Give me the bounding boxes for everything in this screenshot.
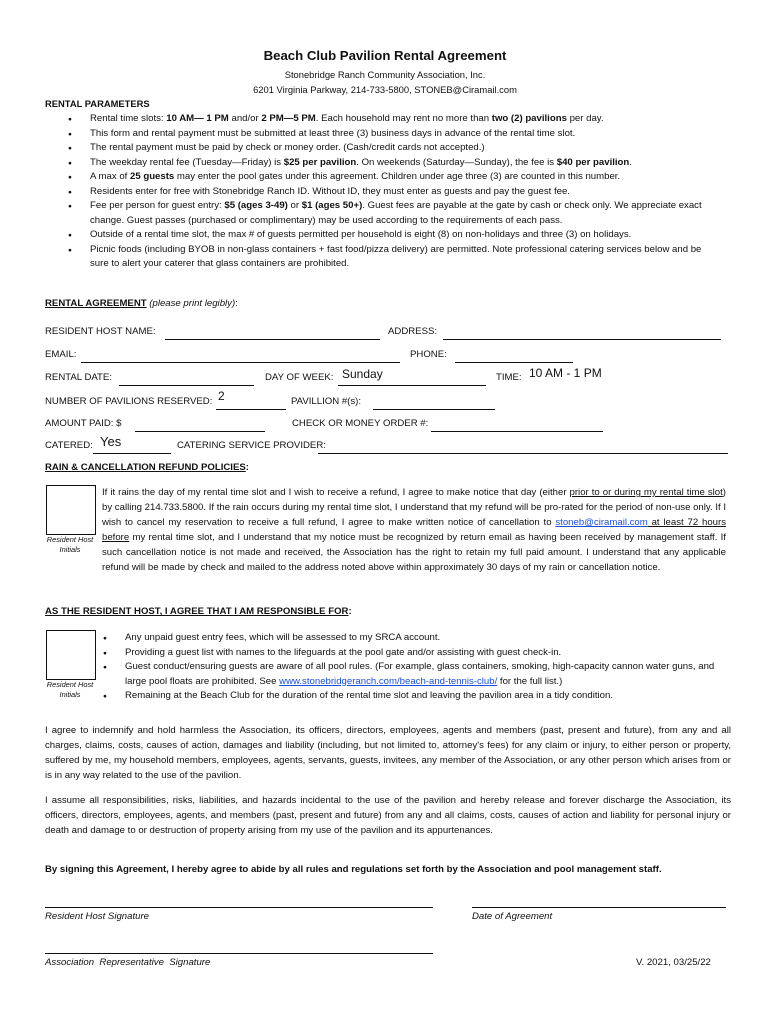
date-of-agreement-label: Date of Agreement <box>472 911 553 922</box>
pavilion-number-label: PAVILLION #(s): <box>291 396 362 407</box>
date-of-agreement-line[interactable] <box>472 907 726 908</box>
list-item: ● Any unpaid guest entry fees, which will be assessed to my SRCA account. <box>103 631 725 646</box>
list-item: ● This form and rental payment must be submitted at least three (3) business days in advance of the rental time slot. <box>68 127 716 142</box>
phone-label: PHONE: <box>410 349 447 360</box>
email-field[interactable] <box>81 362 400 363</box>
rental-date-field[interactable] <box>119 385 254 386</box>
version-label: V. 2021, 03/25/22 <box>636 957 711 968</box>
phone-field[interactable] <box>455 362 573 363</box>
resident-host-field[interactable] <box>165 339 380 340</box>
resident-host-signature-label: Resident Host Signature <box>45 911 149 922</box>
association-rep-signature-line[interactable] <box>45 953 433 954</box>
list-item: ● Residents enter for free with Stonebridge Ranch ID. Without ID, they must enter as guests and pay the guest fee. <box>68 185 716 200</box>
cancellation-email-link[interactable]: stoneb@ciramail.com <box>555 517 648 528</box>
page-title: Beach Club Pavilion Rental Agreement <box>263 48 507 63</box>
list-item: ● Picnic foods (including BYOB in non-glass containers + fast food/pizza delivery) are permitted. Note professional catering services below and be sure to alert your caterer that glass containers are prohibited. <box>68 243 716 272</box>
responsible-initials-box[interactable] <box>46 630 96 680</box>
pavilions-reserved-field[interactable] <box>216 409 286 410</box>
time-value: 10 AM - 1 PM <box>529 366 602 380</box>
rental-agreement-heading: RENTAL AGREEMENT (please print legibly): <box>45 298 238 309</box>
refund-initials-label: Resident Host Initials <box>46 535 94 554</box>
check-number-label: CHECK OR MONEY ORDER #: <box>292 418 429 429</box>
address-field[interactable] <box>443 339 721 340</box>
amount-paid-label: AMOUNT PAID: $ <box>45 418 122 429</box>
responsible-list <box>103 631 725 704</box>
org-contact: 6201 Virginia Parkway, 214-733-5800, STONEB@Ciramail.com <box>253 84 517 95</box>
list-item: ● Outside of a rental time slot, the max # of guests permitted per household is eight (8) on non-holidays and three (3) on holidays. <box>68 228 716 243</box>
assume-paragraph: I assume all responsibilities, risks, liabilities, and hazards incidental to the use of the pavilion and hereby release and forever discharge the Association, its officers, directors, employees, agents, and members (past, present and future) from any and all claims, costs, causes of action and liability for personal injury or death and damage to or destruction of property arising from my use of the pavilion and its appurtenances. <box>45 795 731 836</box>
catering-provider-field[interactable] <box>318 453 728 454</box>
catered-value: Yes <box>100 434 122 449</box>
list-item: ● Rental time slots: 10 AM— 1 PM and/or 2 PM—5 PM. Each household may rent no more than two (2) pavilions per day. <box>68 112 716 127</box>
pavilion-number-field[interactable] <box>373 409 495 410</box>
list-item: ● Fee per person for guest entry: $5 (ages 3-49) or $1 (ages 50+). Guest fees are payable at the gate by cash or check only. We appreciate exact change. Guest passes (purchased or complimentary) may be used according to the requirements of each pass. <box>68 199 716 228</box>
by-signing-statement: By signing this Agreement, I hereby agree to abide by all rules and regulations set forth by the Association and pool management staff. <box>45 864 662 875</box>
responsible-heading: AS THE RESIDENT HOST, I AGREE THAT I AM RESPONSIBLE FOR: <box>45 606 352 617</box>
catering-provider-label: CATERING SERVICE PROVIDER: <box>177 440 326 451</box>
address-label: ADDRESS: <box>388 326 438 337</box>
list-item: ● A max of 25 guests may enter the pool gates under this agreement. Children under age three (3) are counted in this number. <box>68 170 716 185</box>
pool-rules-link[interactable]: www.stonebridgeranch.com/beach-and-tennis-club/ <box>279 675 498 687</box>
responsible-initials-label: Resident Host Initials <box>46 680 94 699</box>
day-of-week-label: DAY OF WEEK: <box>265 372 334 383</box>
org-name: Stonebridge Ranch Community Association, Inc. <box>284 69 486 80</box>
time-label: TIME: <box>496 372 522 383</box>
check-number-field[interactable] <box>431 431 603 432</box>
association-rep-signature-label: Association Representative Signature <box>45 957 211 968</box>
list-item: ● The rental payment must be paid by check or money order. (Cash/credit cards not accepted.) <box>68 141 716 156</box>
refund-initials-box[interactable] <box>46 485 96 535</box>
resident-host-label: RESIDENT HOST NAME: <box>45 326 156 337</box>
catered-field[interactable] <box>93 453 171 454</box>
indemnify-paragraph: I agree to indemnify and hold harmless the Association, its officers, directors, employees, agents and members (past, present and future), from any and all charges, claims, costs, causes of action, damages and liability (including, but not limited to, attorney's fees) for any claim or injury, to either person or property, suffered by me, my household members, employees, agents, servants, guests, invitees, any member of the Association, or any other person which arises from or is in any way related to the use of the pavilion. <box>45 725 731 781</box>
day-of-week-value: Sunday <box>342 367 383 381</box>
resident-host-signature-line[interactable] <box>45 907 433 908</box>
day-of-week-field[interactable] <box>338 385 486 386</box>
email-label: EMAIL: <box>45 349 77 360</box>
rental-parameters-list <box>68 112 716 272</box>
catered-label: CATERED: <box>45 440 93 451</box>
list-item: ● Remaining at the Beach Club for the duration of the rental time slot and leaving the pavilion area in a tidy condition. <box>103 689 725 704</box>
rental-parameters-heading: RENTAL PARAMETERS <box>45 98 150 109</box>
refund-heading: RAIN & CANCELLATION REFUND POLICIES: <box>45 462 249 473</box>
amount-paid-field[interactable] <box>135 431 265 432</box>
rental-date-label: RENTAL DATE: <box>45 372 112 383</box>
pavilions-reserved-value: 2 <box>218 389 225 403</box>
list-item: ● The weekday rental fee (Tuesday—Friday) is $25 per pavilion. On weekends (Saturday—Sunday), the fee is $40 per pavilion. <box>68 156 716 171</box>
list-item: ● Providing a guest list with names to the lifeguards at the pool gate and/or assisting with guest check-in. <box>103 646 725 661</box>
list-item: ● Guest conduct/ensuring guests are aware of all pool rules. (For example, glass containers, smoking, high-capacity cannon water guns, and large pool floats are prohibited. See www.stonebridgeranch.com/beach-and-tennis-club/ for the full list.) <box>103 660 725 689</box>
pavilions-reserved-label: NUMBER OF PAVILIONS RESERVED: <box>45 396 213 407</box>
refund-policy-text: If it rains the day of my rental time slot and I wish to receive a refund, I agree to make notice that day (either prior to or during my rental time slot) by calling 214.733.5800. If the rain occurs during my rental time slot, I understand that my refund will be pro-rated for the period of non-use only. If I wish to cancel my reservation to receive a full refund, I agree to make written notice of cancellation to stoneb@ciramail.com at least 72 hours before my rental time slot, and I understand that my notice must be recognized by return email as having been received by management staff. If such cancellation notice is not made and received, the Association has the right to retain my full paid amount. I understand that any applicable refund will be made by check and mailed to the address noted above within approximately 30 days of my rain or cancellation notice. <box>102 487 726 573</box>
